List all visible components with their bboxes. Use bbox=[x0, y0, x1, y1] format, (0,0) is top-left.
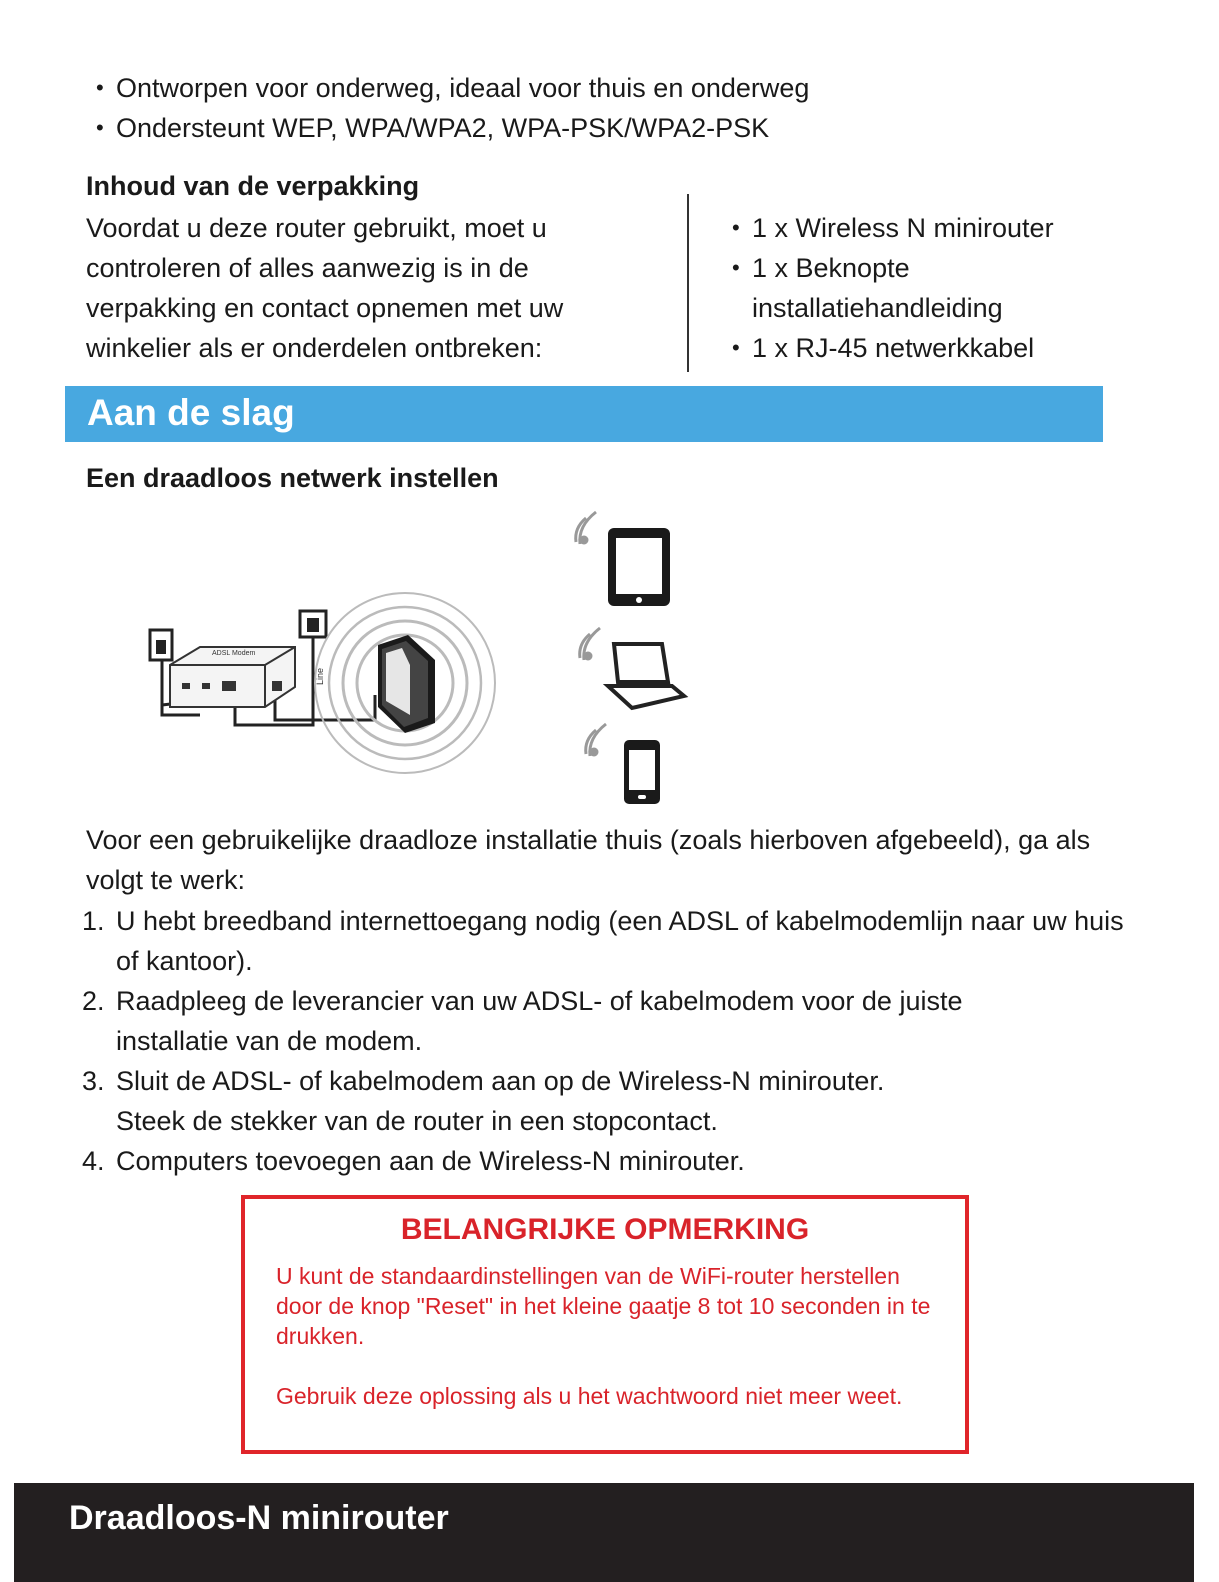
step-number: 2. bbox=[82, 986, 105, 1016]
step-text: Raadpleeg de leverancier van uw ADSL- of kabelmodem voor de juiste installatie van de modem. bbox=[116, 986, 963, 1056]
list-item bbox=[82, 1141, 1136, 1181]
wireless-devices bbox=[560, 498, 700, 810]
step-text: Steek de stekker van de router in een stopcontact. bbox=[116, 1106, 718, 1136]
column-divider bbox=[687, 194, 689, 372]
package-heading: Inhoud van de verpakking bbox=[86, 171, 420, 201]
smartphone-icon bbox=[624, 740, 660, 804]
package-items bbox=[722, 208, 1062, 368]
step-text: Computers toevoegen aan de Wireless-N minirouter. bbox=[116, 1146, 745, 1176]
notice-paragraph: U kunt de standaardinstellingen van de WiFi-router herstellen door de knop "Reset" in het kleine gaatje 8 tot 10 seconden in te drukken. bbox=[276, 1263, 931, 1349]
wifi-signal-icon bbox=[576, 512, 596, 544]
line-label: Line bbox=[315, 667, 325, 685]
wifi-signal-icon bbox=[586, 724, 606, 756]
instructions-intro: Voor een gebruikelijke draadloze installatie thuis (zoals hierboven afgebeeld), ga als volgt te werk: bbox=[86, 825, 1091, 895]
power-outlet-icon bbox=[150, 630, 172, 660]
list-item bbox=[82, 1061, 1136, 1141]
step-number: 1. bbox=[82, 906, 105, 936]
list-item: • Ondersteunt WEP, WPA/WPA2, WPA-PSK/WPA2-PSK bbox=[86, 108, 1136, 148]
package-intro-line: winkelier als er onderdelen ontbreken: bbox=[86, 333, 543, 363]
footer-title: Draadloos-N minirouter bbox=[69, 1499, 449, 1537]
modem-label: ADSL Modem bbox=[212, 650, 256, 657]
tablet-icon bbox=[608, 528, 670, 606]
adsl-modem-icon bbox=[170, 647, 295, 707]
list-item: • 1 x Wireless N minirouter bbox=[722, 208, 1062, 248]
laptop-icon bbox=[608, 644, 684, 708]
step-number: 3. bbox=[82, 1066, 105, 1096]
package-intro-line: verpakking en contact opnemen met uw bbox=[86, 293, 564, 323]
notice-title: BELANGRIJKE OPMERKING bbox=[400, 1213, 810, 1246]
section-title: Aan de slag bbox=[87, 392, 295, 433]
phone-jack-icon bbox=[300, 611, 326, 637]
list-item: • 1 x RJ-45 netwerkkabel bbox=[722, 328, 1062, 368]
package-intro bbox=[86, 208, 686, 368]
step-text: U hebt breedband internettoegang nodig (een ADSL of kabelmodemlijn naar uw huis of kantoor). bbox=[116, 906, 1124, 976]
list-item bbox=[82, 981, 1136, 1061]
list-item: • Ontworpen voor onderweg, ideaal voor thuis en onderweg bbox=[86, 68, 1136, 108]
minirouter-icon bbox=[378, 635, 435, 733]
list-item bbox=[82, 901, 1136, 981]
important-notice bbox=[241, 1195, 969, 1454]
section-subheading: Een draadloos netwerk instellen bbox=[86, 463, 499, 493]
step-number: 4. bbox=[82, 1146, 105, 1176]
step-text: Sluit de ADSL- of kabelmodem aan op de Wireless-N minirouter. bbox=[116, 1066, 885, 1096]
steps-list bbox=[82, 901, 1136, 1181]
section-banner bbox=[65, 386, 1103, 442]
wifi-signal-icon bbox=[580, 628, 600, 660]
footer-bar bbox=[14, 1483, 1194, 1582]
notice-paragraph: Gebruik deze oplossing als u het wachtwoord niet meer weet. bbox=[276, 1383, 903, 1409]
feature-list bbox=[86, 68, 1136, 148]
list-item: • 1 x Beknopte installatiehandleiding bbox=[722, 248, 1062, 328]
package-intro-line: Voordat u deze router gebruikt, moet u bbox=[86, 213, 547, 243]
package-intro-line: controleren of alles aanwezig is in de bbox=[86, 253, 529, 283]
